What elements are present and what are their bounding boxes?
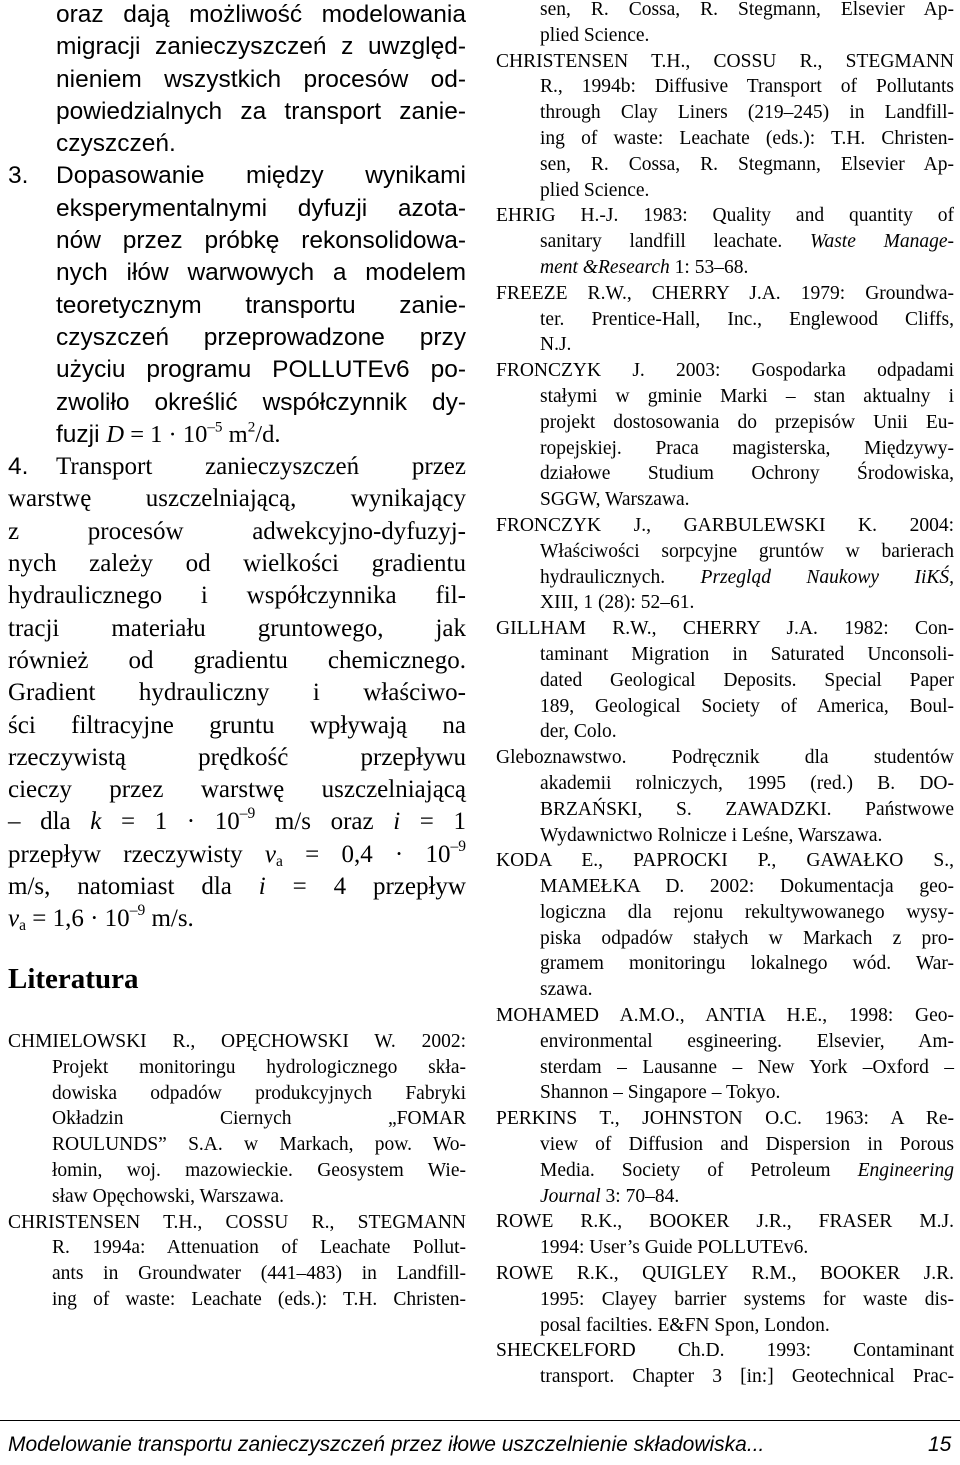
exponent: 2 — [247, 418, 256, 436]
reference-entry — [496, 203, 954, 280]
text-span: /d. — [255, 420, 281, 448]
text-line: view of Diffusion and Dispersion in Porous — [540, 1134, 954, 1156]
text-span: Media. Society of Petroleum — [540, 1159, 858, 1181]
formula-line — [8, 903, 466, 935]
text-line: Shannon – Singapore – Tokyo. — [540, 1082, 781, 1104]
variable-v: v — [264, 840, 276, 868]
text-line: KODA E., PAPROCKI P., GAWAŁKO S., — [496, 850, 954, 872]
text-line: dated Geological Deposits. Special Paper — [540, 669, 954, 691]
text-line: ROWE R.K., QUIGLEY R.M., BOOKER J.R. — [496, 1263, 954, 1285]
text-line: projekt dostosowania do przepisów Unii Eu- — [540, 411, 954, 433]
text-line: sen, R. Cossa, R. Stegmann, Elsevier Ap- — [540, 153, 954, 175]
journal-title: ment &Research — [540, 256, 670, 278]
text-line: FREEZE R.W., CHERRY J.A. 1979: Groundwa- — [496, 282, 954, 304]
text-line: sen, R. Cossa, R. Stegmann, Elsevier Ap- — [540, 0, 954, 20]
text-line: BRZAŃSKI, S. ZAWADZKI. Państwowe — [540, 798, 954, 820]
text-line: ści filtracyjne gruntu wpływają na — [8, 711, 466, 739]
text-line: Okładzin Ciernych „FOMAR — [52, 1108, 466, 1130]
exponent: –9 — [239, 805, 256, 823]
subscript: a — [275, 852, 283, 870]
text-line: teoretycznym transportu zanie- — [56, 291, 466, 319]
text-line: ropejskiej. Praca magisterska, Międzywy- — [540, 437, 954, 459]
journal-title: Waste Manage- — [810, 231, 954, 253]
text-line: czyszczeń. — [56, 130, 176, 158]
text-line: nów przez próbkę rekonsolidowa- — [56, 227, 466, 255]
text-line: cieczy przez warstwę uszczelniającą — [8, 776, 466, 804]
variable-i: i — [393, 808, 401, 836]
text-line: posal facilties. E&FN Spon, London. — [540, 1314, 830, 1336]
text-span: m/s oraz — [255, 808, 394, 836]
text-line: ROULUNDS” S.A. w Markach, pow. Wo- — [52, 1134, 466, 1156]
text-line: 1995: Clayey barrier systems for waste dis- — [540, 1288, 954, 1310]
text-span: przepływ rzeczywisty — [8, 840, 265, 868]
text-line: piska odpadów stałych w Markach z pro- — [540, 927, 954, 949]
text-line: zwoliło określić współczynnik dy- — [56, 388, 466, 416]
text-line — [496, 1158, 954, 1184]
reference-entry — [8, 1029, 466, 1210]
text-span: m — [222, 420, 248, 448]
text-line: PERKINS T., JOHNSTON O.C. 1963: A Re- — [496, 1108, 954, 1130]
text-line: N.J. — [540, 334, 572, 356]
reference-entry — [496, 281, 954, 358]
journal-title: Przegląd Naukowy IiKŚ, — [700, 566, 955, 588]
text-line: szawa. — [540, 979, 593, 1001]
section-heading: Literatura — [8, 963, 139, 995]
left-column — [8, 0, 466, 936]
text-line: MAMEŁKA D. 2002: Dokumentacja geo- — [540, 876, 954, 898]
subscript: a — [19, 917, 26, 935]
text-line: łomin, woj. mazowieckie. Geosystem Wie- — [52, 1159, 466, 1181]
text-line: powiedzialnych za transport zanie- — [56, 97, 466, 125]
reference-entry — [496, 49, 954, 204]
text-line: oraz dają możliwość modelowania — [56, 1, 466, 28]
text-line: Gradient hydrauliczny i właściwo- — [8, 679, 466, 707]
text-line — [496, 229, 954, 255]
text-span: = 1 · 10 — [124, 420, 208, 448]
reference-entry — [496, 745, 954, 848]
list-number: 3. — [8, 162, 29, 190]
text-line: MOHAMED A.M.O., ANTIA H.E., 1998: Geo- — [496, 1005, 954, 1027]
text-line: tracji materiału gruntowego, jak — [8, 614, 466, 642]
list-number: 4. — [8, 453, 29, 481]
list-item-text — [8, 160, 466, 451]
text-line: nych iłów warwowych a modelem — [56, 259, 466, 287]
exponent: –9 — [450, 837, 466, 855]
reference-entry — [496, 358, 954, 513]
text-line: plied Science. — [540, 179, 650, 201]
text-line: Wydawnictwo Rolnicze i Leśne, Warszawa. — [540, 824, 883, 846]
text-line: 189, Geological Society of America, Boul- — [540, 695, 954, 717]
variable-i: i — [258, 873, 266, 901]
text-span: 3: 70–84. — [600, 1185, 680, 1207]
text-line: nych zależy od wielkości gradientu — [8, 550, 466, 578]
formula-line — [8, 806, 466, 838]
journal-title: Engineering — [857, 1159, 954, 1181]
reference-entry — [496, 616, 954, 745]
text-line: dowiska odpadów produkcyjnych Fabryki — [52, 1082, 466, 1104]
text-line: z procesów adwekcyjno-dyfuzyj- — [8, 517, 466, 545]
text-line: nieniem wszystkich procesów od- — [56, 65, 466, 93]
text-line: ROWE R.K., BOOKER J.R., FRASER M.J. — [496, 1211, 954, 1233]
text-span: hydraulicznych. — [540, 566, 701, 588]
text-span: m/s, natomiast dla — [8, 873, 259, 901]
left-references — [8, 1029, 466, 1313]
text-line: R. 1994a: Attenuation of Leachate Pollut- — [52, 1237, 466, 1259]
text-line: Właściwości sorpcyjne gruntów w barierach — [540, 540, 954, 562]
text-line: Dopasowanie między wynikami — [56, 162, 466, 190]
right-references — [496, 0, 954, 1390]
text-line: eksperymentalnymi dyfuzji azota- — [56, 194, 466, 222]
list-item-3 — [8, 160, 466, 451]
text-line: CHMIELOWSKI R., OPĘCHOWSKI W. 2002: — [8, 1031, 466, 1052]
text-line: migracji zanieczyszczeń z uwzględ- — [56, 33, 466, 61]
variable-v: v — [8, 905, 20, 933]
text-span: = 1 — [400, 808, 466, 836]
footer-divider — [0, 1420, 960, 1421]
text-line: 1994: User’s Guide POLLUTEv6. — [540, 1237, 809, 1259]
footer-title: Modelowanie transportu zanieczyszczeń przez iłowe uszczelnienie składowiska... — [8, 1433, 765, 1456]
text-span: = 1,6 · 10 — [26, 905, 130, 933]
continuation-paragraph — [8, 0, 466, 160]
text-line: EHRIG H.-J. 1983: Quality and quantity of — [496, 205, 954, 227]
reference-continuation — [496, 0, 954, 49]
text-line — [496, 255, 954, 281]
text-span: fuzji — [56, 420, 107, 448]
text-line: logiczna dla rejonu rekultywowanego wysy- — [540, 901, 954, 923]
formula-line — [8, 871, 466, 903]
variable-d: D — [106, 420, 125, 448]
reference-entry — [496, 1261, 954, 1338]
text-line: czyszczeń przeprowadzone przy — [56, 323, 466, 351]
text-line: CHRISTENSEN T.H., COSSU R., STEGMANN — [496, 50, 954, 72]
text-line: ter. Prentice-Hall, Inc., Englewood Cliffs, — [540, 308, 954, 330]
text-line — [496, 1184, 954, 1210]
text-line: hydraulicznego i współczynnika fil- — [8, 582, 466, 610]
text-line: R., 1994b: Diffusive Transport of Pollutants — [540, 76, 954, 98]
text-line: XIII, 1 (28): 52–61. — [540, 592, 695, 614]
text-span: sanitary landfill leachate. — [540, 231, 810, 253]
reference-entry — [496, 1338, 954, 1390]
exponent: –9 — [129, 902, 146, 920]
text-line: użyciu programu POLLUTEv6 po- — [56, 356, 466, 384]
text-line: ants in Groundwater (441–483) in Landfill- — [52, 1263, 466, 1285]
text-line: akademii rolniczych, 1995 (red.) B. DO- — [540, 772, 954, 794]
text-line: gramem monitoringu lokalnego wód. War- — [540, 953, 954, 975]
text-line: taminant Migration in Saturated Unconsoli- — [540, 643, 954, 665]
journal-title: Journal — [540, 1185, 601, 1207]
text-span: = 4 przepływ — [265, 873, 466, 901]
text-line — [496, 565, 954, 591]
formula-line — [8, 839, 466, 871]
text-line: through Clay Liners (219–245) in Landfill- — [540, 102, 954, 124]
text-line: Projekt monitoringu hydrologicznego skła- — [52, 1056, 466, 1078]
text-line: Gleboznawstwo. Podręcznik dla studentów — [496, 747, 954, 769]
reference-entry — [496, 848, 954, 1003]
reference-entry — [496, 1209, 954, 1261]
exponent: –5 — [207, 418, 223, 436]
text-span: m/s. — [145, 905, 194, 933]
text-line: FRONCZYK J., GARBULEWSKI K. 2004: — [496, 514, 954, 536]
text-line: GILLHAM R.W., CHERRY J.A. 1982: Con- — [496, 618, 954, 640]
text-line: ing of waste: Leachate (eds.): T.H. Christen- — [540, 127, 954, 149]
text-line: der, Colo. — [540, 721, 617, 743]
text-line: działowe Studium Ochrony Środowiska, — [540, 463, 954, 485]
text-line: CHRISTENSEN T.H., COSSU R., STEGMANN — [8, 1211, 466, 1233]
text-span: = 0,4 · 10 — [282, 840, 451, 868]
text-line: environmental esgineering. Elsevier, Am- — [540, 1030, 954, 1052]
text-line: SGGW, Warszawa. — [540, 489, 690, 511]
text-line: Transport zanieczyszczeń przez — [56, 453, 466, 481]
text-line: sterdam – Lausanne – New York –Oxford – — [540, 1056, 954, 1078]
text-span: = 1 · 10 — [101, 808, 240, 836]
variable-k: k — [90, 808, 102, 836]
reference-entry — [496, 1003, 954, 1106]
text-line: SHECKELFORD Ch.D. 1993: Contaminant — [496, 1340, 954, 1362]
text-span: – dla — [8, 808, 91, 836]
list-item-text-continued — [8, 483, 466, 935]
text-line: stałymi w gminie Marki – stan aktualny i — [540, 385, 954, 407]
text-line: ing of waste: Leachate (eds.): T.H. Christen- — [52, 1288, 466, 1310]
reference-entry — [8, 1210, 466, 1313]
reference-entry — [496, 513, 954, 616]
list-item-text — [8, 451, 466, 483]
text-line: również od gradientu chemicznego. — [8, 646, 466, 674]
list-item-4 — [8, 451, 466, 935]
reference-entry — [496, 1106, 954, 1209]
formula-line — [56, 419, 466, 451]
text-line: plied Science. — [540, 24, 650, 46]
text-line: warstwę uszczelniającą, wynikający — [8, 485, 466, 513]
text-span: 1: 53–68. — [669, 256, 749, 278]
text-line: FRONCZYK J. 2003: Gospodarka odpadami — [496, 360, 954, 382]
page-number: 15 — [928, 1433, 952, 1456]
text-line: sław Opęchowski, Warszawa. — [52, 1185, 285, 1207]
text-line: rzeczywistą prędkość przepływu — [8, 743, 466, 771]
text-line: transport. Chapter 3 [in:] Geotechnical Prac- — [540, 1366, 954, 1388]
